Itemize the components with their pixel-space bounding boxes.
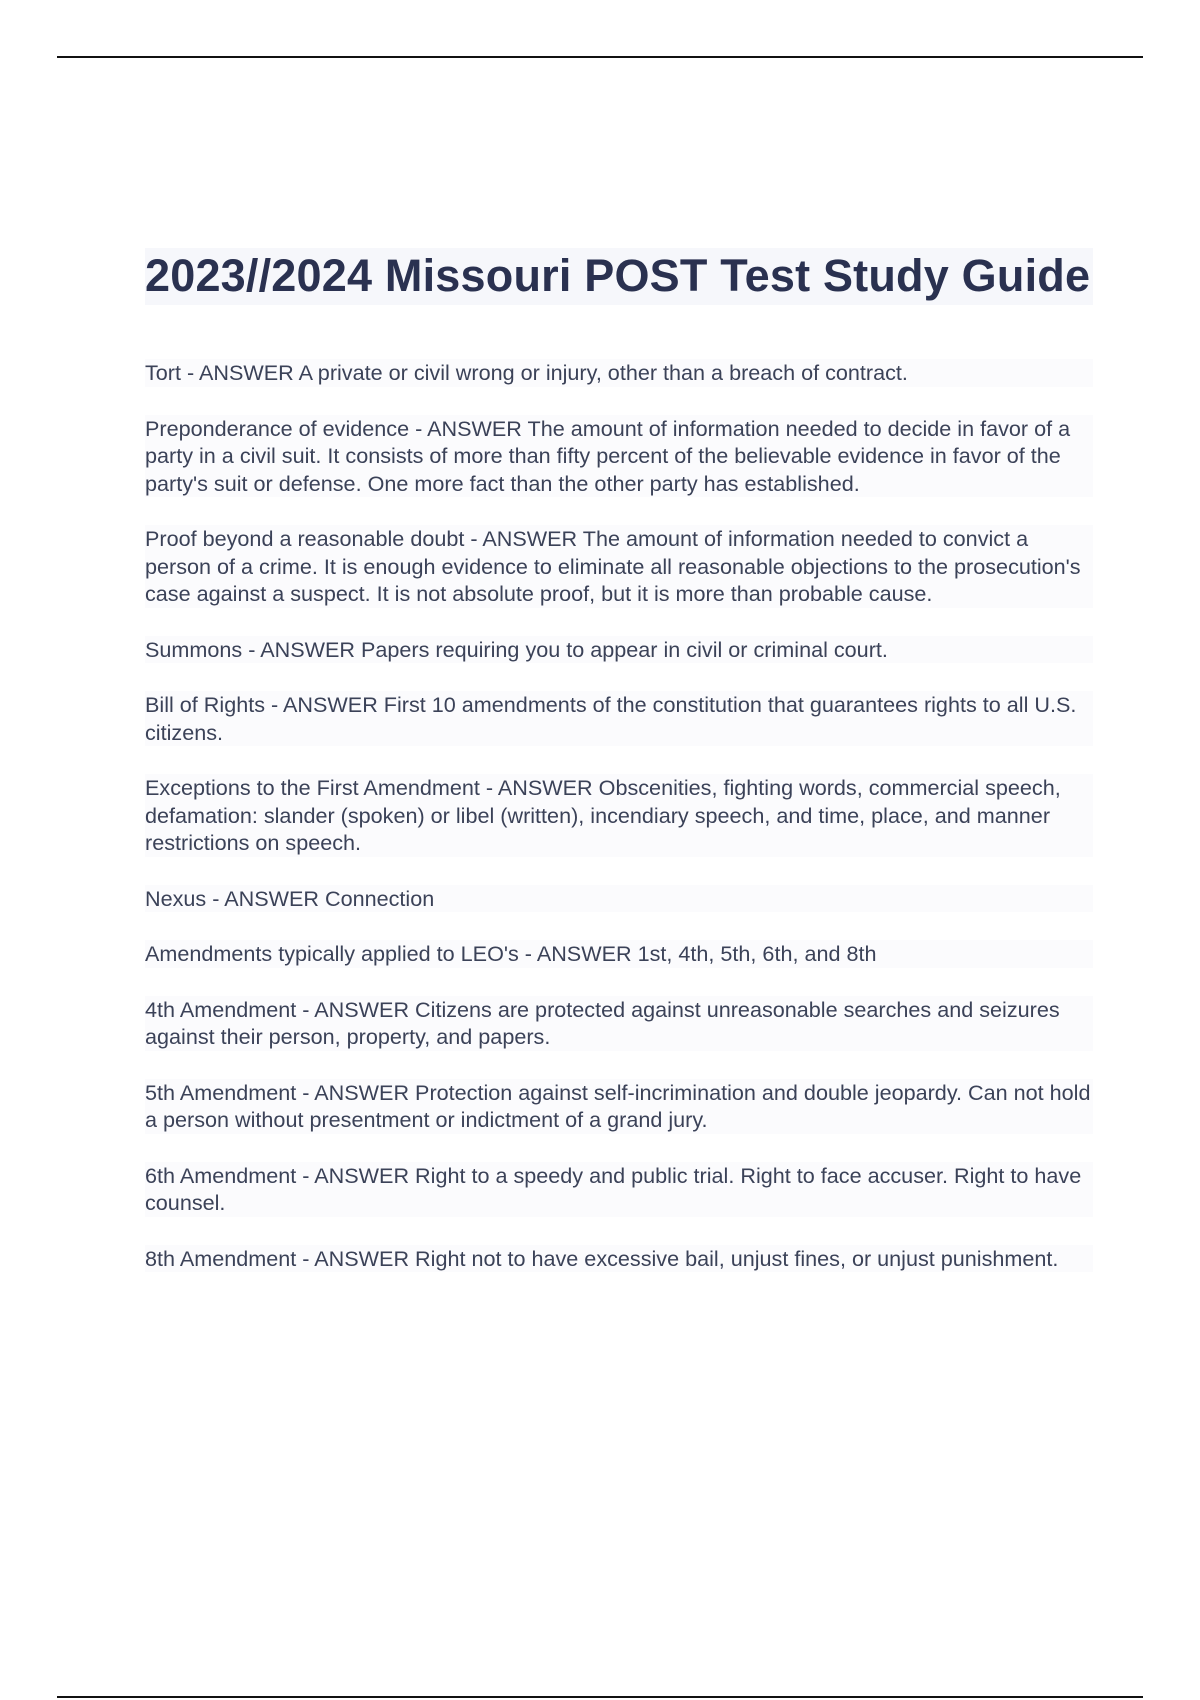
bottom-rule [57,1696,1143,1698]
answer-label: ANSWER [482,526,578,551]
qa-answer: First 10 amendments of the constitution that guarantees rights to all U.S. citizens. [145,692,1077,745]
qa-item [145,774,1093,857]
qa-separator: - [479,775,498,800]
answer-label: ANSWER [314,1162,410,1188]
qa-separator: - [518,941,537,966]
qa-separator: - [296,996,315,1022]
answer-label: ANSWER [260,636,355,662]
qa-answer: A private or civil wrong or injury, other than a breach of contract. [298,360,908,385]
answer-label: ANSWER [314,1079,410,1105]
document-body [145,248,1093,1272]
qa-answer: Connection [325,885,435,911]
qa-separator: - [265,692,284,717]
qa-answer: Obscenities, fighting words, commercial speech, defamation: slander (spoken) or libel (written), incendiary speech, and time, place, and manner restrictions on speech. [145,775,1061,855]
qa-item [145,885,1093,913]
answer-label: ANSWER [314,1245,410,1271]
qa-term: Nexus [145,885,207,911]
qa-answer: Right not to have excessive bail, unjust fines, or unjust punishment. [415,1245,1059,1271]
qa-separator: - [296,1245,315,1271]
qa-term: Summons [145,636,243,662]
qa-separator: - [206,885,225,911]
qa-term: 5th Amendment [145,1079,297,1105]
qa-term: Preponderance of evidence [145,415,410,441]
document-title: 2023//2024 Missouri POST Test Study Guide [145,250,1091,301]
qa-item [145,996,1093,1051]
qa-answer: Protection against self-incrimination and double jeopardy. Can not hold a person without presentment or indictment of a grand jury. [145,1079,1091,1132]
qa-separator: - [409,415,428,441]
qa-item [145,1245,1093,1273]
qa-separator: - [296,1079,315,1105]
qa-term: 4th Amendment [145,996,297,1022]
qa-answer: 1st, 4th, 5th, 6th, and 8th [637,941,877,966]
qa-item [145,1079,1093,1134]
qa-item [145,1162,1093,1217]
qa-item [145,940,1093,968]
qa-term: 6th Amendment [145,1162,297,1188]
qa-answer: The amount of information needed to decide in favor of a party in a civil suit. It consists of more than fifty percent of the believable evidence in favor of the party's suit or defense. One more fact than the other party has established. [145,415,1071,496]
qa-answer: The amount of information needed to convict a person of a crime. It is enough evidence to eliminate all reasonable objections to the prosecution's case against a suspect. It is not absolute proof, but it is more than probable cause. [145,526,1081,606]
answer-label: ANSWER [283,692,378,717]
answer-label: ANSWER [427,415,522,441]
answer-label: ANSWER [497,775,593,800]
top-rule [57,56,1143,58]
answer-label: ANSWER [199,360,294,385]
qa-item [145,691,1093,746]
qa-term: Tort [145,360,181,385]
qa-separator: - [242,636,261,662]
qa-answer: Papers requiring you to appear in civil or criminal court. [361,636,888,662]
qa-term: Bill of Rights [145,692,266,717]
qa-separator: - [296,1162,315,1188]
qa-item [145,415,1093,498]
answer-label: ANSWER [314,996,410,1022]
qa-separator: - [464,526,483,551]
qa-term: Amendments typically applied to LEO's [145,941,519,966]
answer-label: ANSWER [536,941,632,966]
answer-label: ANSWER [224,885,319,911]
qa-item [145,359,1093,387]
qa-term: 8th Amendment [145,1245,297,1271]
qa-answer: Right to a speedy and public trial. Right to face accuser. Right to have counsel. [145,1162,1082,1215]
qa-separator: - [181,360,199,385]
qa-term: Exceptions to the First Amendment [145,775,480,800]
qa-list [145,359,1093,1272]
qa-term: Proof beyond a reasonable doubt [145,526,465,551]
qa-answer: Citizens are protected against unreasonable searches and seizures against their person, property, and papers. [145,996,1060,1049]
qa-item [145,525,1093,608]
qa-item [145,636,1093,664]
title-block [145,248,1093,305]
